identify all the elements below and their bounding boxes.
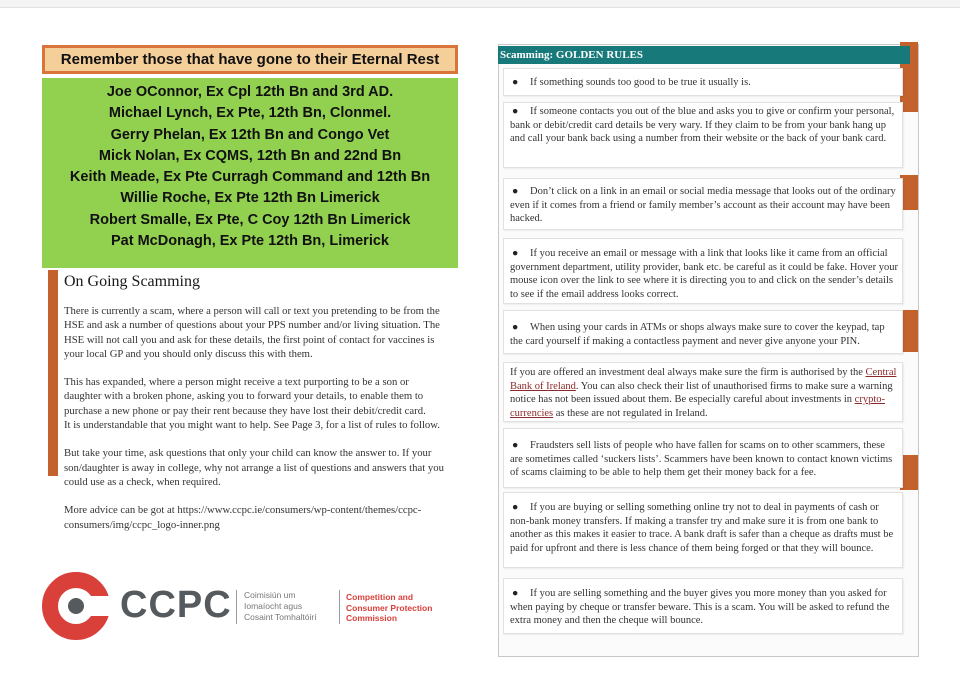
memorial-name: Keith Meade, Ex Pte Curragh Command and 12th Bn — [69, 169, 431, 186]
memorial-name: Mick Nolan, Ex CQMS, 12th Bn and 22nd Bn — [98, 147, 402, 164]
central-bank-link[interactable]: Central Bank of Ireland — [510, 367, 897, 392]
logo-divider — [339, 590, 340, 624]
rule-item: ● If someone contacts you out of the blue and asks you to give or confirm your personal, bank or debit/credit card details be very wary. If they claim to be from your bank hang up and call your bank back using a number from their website or the back of your bank card. — [503, 102, 903, 168]
rule-item: ● When using your cards in ATMs or shops always make sure to cover the keypad, tap the card yourself if making a contactless payment and never give anyone your PIN. — [503, 310, 903, 354]
ccpc-logo — [40, 570, 460, 646]
rule-item: ● Fraudsters sell lists of people who have fallen for scams on to other scammers, these are sometimes called ‘suckers lists’. Scammers have been known to contact known victims of scams claiming to be able to help them get their money back for a fee. — [503, 428, 903, 488]
crypto-currencies-link[interactable]: crypto-currencies — [510, 394, 885, 419]
article-advice-link[interactable]: More advice can be got at https://www.ccpc.ie/consumers/wp-content/themes/ccpc-consumers/img/ccpc_logo-inner.png — [64, 504, 422, 531]
memorial-name: Joe OConnor, Ex Cpl 12th Bn and 3rd AD. — [106, 84, 394, 100]
bullet-icon: ● — [512, 106, 519, 117]
memorial-name: Willie Roche, Ex Pte 12th Bn Limerick — [120, 190, 380, 207]
memorial-names-list — [42, 78, 458, 268]
ccpc-irish-name: Coimisiún um Iomaíocht agus Cosaint Tomhaltóirí — [244, 590, 317, 622]
article-title: On Going Scamming — [64, 273, 200, 290]
bullet-icon: ● — [512, 502, 519, 513]
bullet-icon: ● — [512, 248, 519, 259]
bullet-icon: ● — [512, 77, 519, 88]
article-paragraph: This has expanded, where a person might receive a text purporting to be a son or daughter with a broken phone, asking you to forward your details, to enable them to purchase a new phone or pay their rent because they have lost their debit/credit card. — [64, 376, 426, 417]
article-body — [64, 304, 444, 546]
memorial-name: Robert Smalle, Ex Pte, C Coy 12th Bn Limerick — [89, 211, 411, 228]
rule-item: ● If you are buying or selling something online try not to deal in payments of cash or non-bank money transfers. If making a transfer try and make sure it is from one bank to another as this makes it easier to trace. A bank draft is safer than a cheque as drafts must be paid for upfront and there is less chance of them being forged or that they will bounce. — [503, 492, 903, 568]
article-paragraph: There is currently a scam, where a person will call or text you pretending to be from the HSE and ask a number of questions about your PPS number and/or living situation. The HSE will not call you and ask for these details, the first point of contact for vaccines is your local GP and you should only discuss this with them. — [64, 305, 440, 360]
article-paragraph: But take your time, ask questions that only your child can know the answer to. If your son/daughter is away in college, why not arrange a list of questions and answers that you could use as a check, when required. — [64, 447, 444, 488]
rule-item: ● Don’t click on a link in an email or social media message that looks out of the ordinary even if it comes from a friend or family member’s account as their account may have been hacked. — [503, 178, 903, 230]
ccpc-wordmark: CCPC — [120, 584, 232, 626]
rule-item: ● If you are selling something and the buyer gives you more money than you asked for when paying by cheque or transfer beware. This is a scam. You will be asked to refund the extra money and then the cheque will bounce. — [503, 578, 903, 634]
article-accent-bar — [48, 270, 58, 476]
page-top-edge — [0, 0, 960, 8]
rule-item: ● If something sounds too good to be true it usually is. — [503, 68, 903, 96]
bullet-icon: ● — [512, 588, 519, 599]
golden-rules-header: Scamming: GOLDEN RULES — [498, 46, 910, 64]
ccpc-mark-icon — [40, 570, 112, 642]
memorial-name: Pat McDonagh, Ex Pte 12th Bn, Limerick — [111, 233, 389, 250]
memorial-name: Michael Lynch, Ex Pte, 12th Bn, Clonmel. — [108, 105, 392, 122]
logo-divider — [236, 590, 237, 624]
rule-item: If you are offered an investment deal always make sure the firm is authorised by the Central Bank of Ireland. You can also check their list of unauthorised firms to make sure a warning notice has not been issued about them. Be especially careful about investments in crypto-currencies as these are not regulated in Ireland. — [503, 362, 903, 422]
ccpc-english-name: Competition and Consumer Protection Commission — [346, 592, 433, 623]
bullet-icon: ● — [512, 186, 519, 197]
rule-item: ● If you receive an email or message with a link that looks like it came from an official government department, utility provider, bank etc. be careful as it could be fake. Hover your mouse icon over the link to see where it is directing you to and click on the sender’s details to see if the email address looks correct. — [503, 238, 903, 304]
memorial-title: Remember those that have gone to their Eternal Rest — [42, 45, 458, 74]
bullet-icon: ● — [512, 440, 519, 451]
bullet-icon: ● — [512, 322, 519, 333]
article-paragraph: It is understandable that you might want to help. See Page 3, for a list of rules to follow. — [64, 419, 440, 432]
memorial-name: Gerry Phelan, Ex 12th Bn and Congo Vet — [110, 126, 390, 143]
